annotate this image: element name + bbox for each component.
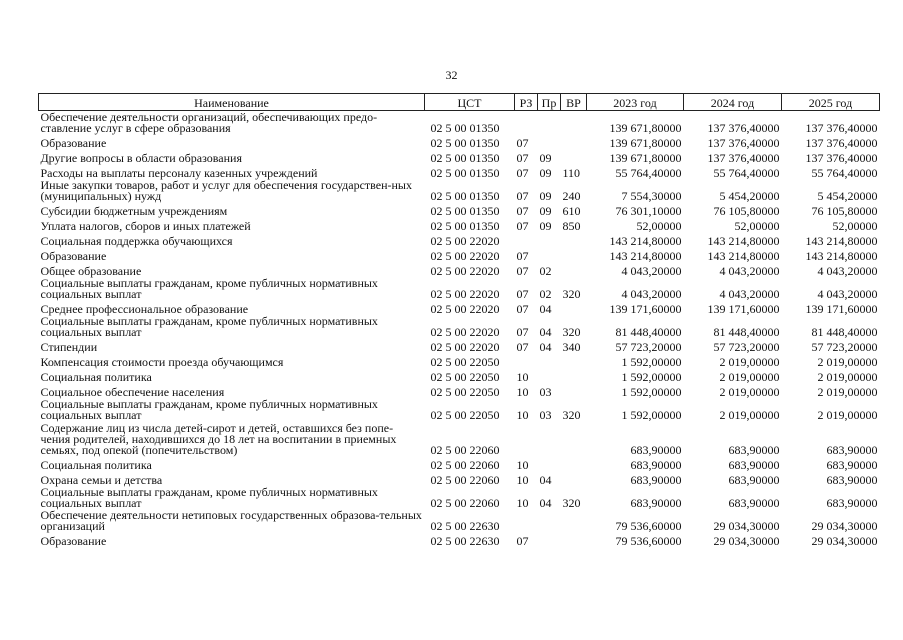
row-2023: 4 043,20000 <box>621 287 682 301</box>
row-name: Социальная поддержка обучающихся <box>40 234 233 248</box>
row-name: Социальная политика <box>40 370 152 384</box>
row-cst: 02 5 00 22020 <box>430 249 500 263</box>
row-2024: 143 214,80000 <box>707 234 780 248</box>
row-2024: 683,90000 <box>728 458 780 472</box>
row-2023: 683,90000 <box>630 473 682 487</box>
row-pr: 04 <box>539 496 552 510</box>
row-pr: 09 <box>539 189 552 203</box>
row-2025: 2 019,00000 <box>817 408 878 422</box>
row-2024: 2 019,00000 <box>719 370 780 384</box>
budget-table <box>38 93 880 547</box>
row-pr: 02 <box>539 264 552 278</box>
row-cst: 02 5 00 22050 <box>430 385 500 399</box>
row-2025: 137 376,40000 <box>805 136 878 150</box>
row-pr <box>538 368 561 383</box>
row-2025: 81 448,40000 <box>811 325 878 339</box>
row-vr <box>561 232 587 247</box>
row-2023: 79 536,60000 <box>615 534 682 548</box>
header-2023: 2023 год <box>587 94 684 111</box>
row-2025: 52,00000 <box>832 219 878 233</box>
row-name: Обеспечение деятельности нетиповых государственных образова-тельных организаций <box>40 508 422 533</box>
row-2024: 57 723,20000 <box>713 340 780 354</box>
table-row <box>39 398 880 421</box>
row-2024: 4 043,20000 <box>719 264 780 278</box>
table-row <box>39 353 880 368</box>
row-vr <box>561 247 587 262</box>
row-name: Социальные выплаты гражданам, кроме публичных нормативных социальных выплат <box>40 397 378 422</box>
row-2023: 7 554,30000 <box>621 189 682 203</box>
table-row <box>39 179 880 202</box>
row-cst: 02 5 00 22630 <box>430 534 500 548</box>
row-rz: 07 <box>516 189 529 203</box>
row-pr <box>538 134 561 149</box>
row-2024: 76 105,80000 <box>713 204 780 218</box>
table-row <box>39 486 880 509</box>
table-row <box>39 134 880 149</box>
row-name: Социальные выплаты гражданам, кроме публичных нормативных социальных выплат <box>40 276 378 301</box>
row-2024: 137 376,40000 <box>707 151 780 165</box>
row-name: Образование <box>40 249 107 263</box>
row-vr <box>561 368 587 383</box>
row-cst: 02 5 00 22050 <box>430 370 500 384</box>
row-2023: 57 723,20000 <box>615 340 682 354</box>
row-2025: 2 019,00000 <box>817 370 878 384</box>
row-rz: 07 <box>516 166 529 180</box>
row-vr: 320 <box>562 325 581 339</box>
row-2023: 139 671,80000 <box>609 136 682 150</box>
row-pr <box>538 247 561 262</box>
row-2023: 81 448,40000 <box>615 325 682 339</box>
row-2024: 29 034,30000 <box>713 519 780 533</box>
row-2023: 683,90000 <box>630 496 682 510</box>
row-cst: 02 5 00 22020 <box>430 234 500 248</box>
page-number: 32 <box>445 68 458 82</box>
table-row <box>39 232 880 247</box>
row-rz: 10 <box>516 370 529 384</box>
row-vr: 340 <box>562 340 581 354</box>
row-rz: 10 <box>516 458 529 472</box>
row-pr: 04 <box>539 340 552 354</box>
row-2023: 143 214,80000 <box>609 234 682 248</box>
row-name: Субсидии бюджетным учреждениям <box>40 204 228 218</box>
row-2025: 683,90000 <box>826 443 878 457</box>
header-vr: ВР <box>561 94 587 111</box>
row-cst: 02 5 00 22020 <box>430 302 500 316</box>
row-rz: 07 <box>516 534 529 548</box>
header-2025: 2025 год <box>782 94 880 111</box>
table-row <box>39 456 880 471</box>
row-name: Социальные выплаты гражданам, кроме публичных нормативных социальных выплат <box>40 314 378 339</box>
row-vr <box>561 300 587 315</box>
table-row <box>39 368 880 383</box>
row-pr <box>538 353 561 368</box>
row-2023: 1 592,00000 <box>621 370 682 384</box>
row-2025: 76 105,80000 <box>811 204 878 218</box>
row-pr: 09 <box>539 166 552 180</box>
row-cst: 02 5 00 22050 <box>430 408 500 422</box>
row-cst: 02 5 00 01350 <box>430 121 500 135</box>
row-name: Обеспечение деятельности организаций, обеспечивающих предо-ставление услуг в сфере образования <box>40 110 378 135</box>
row-2024: 29 034,30000 <box>713 534 780 548</box>
table-row <box>39 247 880 262</box>
row-vr: 320 <box>562 408 581 422</box>
header-2024: 2024 год <box>684 94 782 111</box>
row-2024: 137 376,40000 <box>707 136 780 150</box>
row-2023: 55 764,40000 <box>615 166 682 180</box>
table-row <box>39 383 880 398</box>
table-row <box>39 509 880 532</box>
row-2025: 143 214,80000 <box>805 234 878 248</box>
row-2024: 4 043,20000 <box>719 287 780 301</box>
row-rz: 07 <box>516 287 529 301</box>
row-rz <box>515 509 538 532</box>
row-cst: 02 5 00 22060 <box>430 458 500 472</box>
row-2023: 143 214,80000 <box>609 249 682 263</box>
row-pr <box>538 111 561 135</box>
row-pr: 02 <box>539 287 552 301</box>
row-pr: 09 <box>539 204 552 218</box>
row-2025: 57 723,20000 <box>811 340 878 354</box>
row-2024: 2 019,00000 <box>719 355 780 369</box>
row-2025: 683,90000 <box>826 458 878 472</box>
row-pr: 09 <box>539 151 552 165</box>
row-cst: 02 5 00 01350 <box>430 151 500 165</box>
row-rz: 07 <box>516 264 529 278</box>
row-name: Компенсация стоимости проезда обучающимся <box>40 355 284 369</box>
row-2024: 683,90000 <box>728 443 780 457</box>
row-2023: 1 592,00000 <box>621 385 682 399</box>
table-header-row <box>39 94 880 111</box>
row-name: Другие вопросы в области образования <box>40 151 242 165</box>
header-cst: ЦСТ <box>425 94 515 111</box>
row-pr <box>538 532 561 547</box>
row-2024: 55 764,40000 <box>713 166 780 180</box>
row-2023: 76 301,10000 <box>615 204 682 218</box>
row-vr: 610 <box>562 204 581 218</box>
row-pr: 03 <box>539 408 552 422</box>
row-2024: 52,00000 <box>734 219 780 233</box>
row-vr: 320 <box>562 287 581 301</box>
row-pr <box>538 232 561 247</box>
row-pr <box>538 456 561 471</box>
row-2023: 52,00000 <box>636 219 682 233</box>
table-row <box>39 300 880 315</box>
row-vr <box>561 149 587 164</box>
row-2024: 137 376,40000 <box>707 121 780 135</box>
row-name: Социальное обеспечение населения <box>40 385 225 399</box>
row-2025: 2 019,00000 <box>817 385 878 399</box>
row-2023: 683,90000 <box>630 443 682 457</box>
row-name: Охрана семьи и детства <box>40 473 163 487</box>
row-name: Расходы на выплаты персоналу казенных учреждений <box>40 166 318 180</box>
table-row <box>39 277 880 300</box>
row-cst: 02 5 00 22020 <box>430 325 500 339</box>
row-cst: 02 5 00 01350 <box>430 166 500 180</box>
row-name: Содержание лиц из числа детей-сирот и детей, оставшихся без попе-чения родителей, находившихся до 18 лет на воспитании в приемных семьях, под опекой (попечительством) <box>40 421 397 457</box>
row-pr: 04 <box>539 325 552 339</box>
table-row <box>39 111 880 135</box>
row-2025: 683,90000 <box>826 473 878 487</box>
row-pr: 09 <box>539 219 552 233</box>
row-name: Среднее профессиональное образование <box>40 302 249 316</box>
row-rz: 10 <box>516 385 529 399</box>
row-name: Стипендии <box>40 340 98 354</box>
row-2025: 139 171,60000 <box>805 302 878 316</box>
row-cst: 02 5 00 22020 <box>430 340 500 354</box>
row-name: Уплата налогов, сборов и иных платежей <box>40 219 251 233</box>
row-2024: 683,90000 <box>728 496 780 510</box>
row-2023: 139 671,80000 <box>609 151 682 165</box>
row-cst: 02 5 00 01350 <box>430 136 500 150</box>
row-vr <box>561 532 587 547</box>
row-2024: 683,90000 <box>728 473 780 487</box>
row-vr <box>561 509 587 532</box>
row-2025: 4 043,20000 <box>817 287 878 301</box>
row-2025: 4 043,20000 <box>817 264 878 278</box>
table-row <box>39 149 880 164</box>
row-rz: 07 <box>516 151 529 165</box>
row-2025: 5 454,20000 <box>817 189 878 203</box>
row-pr: 04 <box>539 473 552 487</box>
row-2023: 139 171,60000 <box>609 302 682 316</box>
row-name: Общее образование <box>40 264 142 278</box>
table-row <box>39 532 880 547</box>
row-rz: 07 <box>516 325 529 339</box>
row-name: Социальные выплаты гражданам, кроме публичных нормативных социальных выплат <box>40 485 378 510</box>
row-vr <box>561 471 587 486</box>
row-cst: 02 5 00 01350 <box>430 219 500 233</box>
row-vr: 110 <box>562 166 581 180</box>
row-rz: 07 <box>516 340 529 354</box>
row-pr <box>538 421 561 456</box>
row-cst: 02 5 00 01350 <box>430 189 500 203</box>
table-row <box>39 217 880 232</box>
table-row <box>39 338 880 353</box>
table-row <box>39 421 880 456</box>
header-pr: Пр <box>538 94 561 111</box>
row-rz: 07 <box>516 219 529 233</box>
row-rz: 10 <box>516 496 529 510</box>
row-2023: 139 671,80000 <box>609 121 682 135</box>
row-name: Социальная политика <box>40 458 152 472</box>
row-pr: 04 <box>539 302 552 316</box>
row-2024: 81 448,40000 <box>713 325 780 339</box>
header-name: Наименование <box>39 94 425 111</box>
row-cst: 02 5 00 22630 <box>430 519 500 533</box>
row-2024: 143 214,80000 <box>707 249 780 263</box>
row-vr <box>561 456 587 471</box>
row-vr <box>561 134 587 149</box>
row-2025: 137 376,40000 <box>805 121 878 135</box>
row-pr: 03 <box>539 385 552 399</box>
table-row <box>39 202 880 217</box>
row-rz: 07 <box>516 249 529 263</box>
row-rz <box>515 421 538 456</box>
row-rz: 10 <box>516 408 529 422</box>
row-cst: 02 5 00 22060 <box>430 443 500 457</box>
row-2023: 1 592,00000 <box>621 355 682 369</box>
row-2024: 2 019,00000 <box>719 385 780 399</box>
row-2025: 29 034,30000 <box>811 534 878 548</box>
row-cst: 02 5 00 22020 <box>430 264 500 278</box>
row-cst: 02 5 00 22060 <box>430 496 500 510</box>
row-2023: 683,90000 <box>630 458 682 472</box>
row-vr <box>561 383 587 398</box>
row-2025: 2 019,00000 <box>817 355 878 369</box>
row-name: Образование <box>40 534 107 548</box>
row-rz: 07 <box>516 302 529 316</box>
row-cst: 02 5 00 01350 <box>430 204 500 218</box>
row-name: Иные закупки товаров, работ и услуг для обеспечения государствен-ных (муниципальных) нужд <box>40 178 412 203</box>
header-rz: РЗ <box>515 94 538 111</box>
row-2023: 1 592,00000 <box>621 408 682 422</box>
row-vr <box>561 262 587 277</box>
table-row <box>39 315 880 338</box>
row-2025: 55 764,40000 <box>811 166 878 180</box>
row-2025: 683,90000 <box>826 496 878 510</box>
row-2024: 2 019,00000 <box>719 408 780 422</box>
row-2025: 143 214,80000 <box>805 249 878 263</box>
row-rz: 07 <box>516 136 529 150</box>
row-2024: 5 454,20000 <box>719 189 780 203</box>
row-vr: 240 <box>562 189 581 203</box>
table-row <box>39 471 880 486</box>
row-2025: 29 034,30000 <box>811 519 878 533</box>
row-vr <box>561 421 587 456</box>
row-2023: 79 536,60000 <box>615 519 682 533</box>
row-2025: 137 376,40000 <box>805 151 878 165</box>
row-rz <box>515 232 538 247</box>
row-name: Образование <box>40 136 107 150</box>
row-vr <box>561 353 587 368</box>
row-rz: 10 <box>516 473 529 487</box>
row-2023: 4 043,20000 <box>621 264 682 278</box>
row-vr: 850 <box>562 219 581 233</box>
row-vr <box>561 111 587 135</box>
row-rz <box>515 111 538 135</box>
table-row <box>39 164 880 179</box>
row-rz <box>515 353 538 368</box>
row-cst: 02 5 00 22020 <box>430 287 500 301</box>
row-pr <box>538 509 561 532</box>
row-2024: 139 171,60000 <box>707 302 780 316</box>
row-cst: 02 5 00 22060 <box>430 473 500 487</box>
row-vr: 320 <box>562 496 581 510</box>
table-body <box>39 111 880 548</box>
row-cst: 02 5 00 22050 <box>430 355 500 369</box>
table-row <box>39 262 880 277</box>
row-rz: 07 <box>516 204 529 218</box>
